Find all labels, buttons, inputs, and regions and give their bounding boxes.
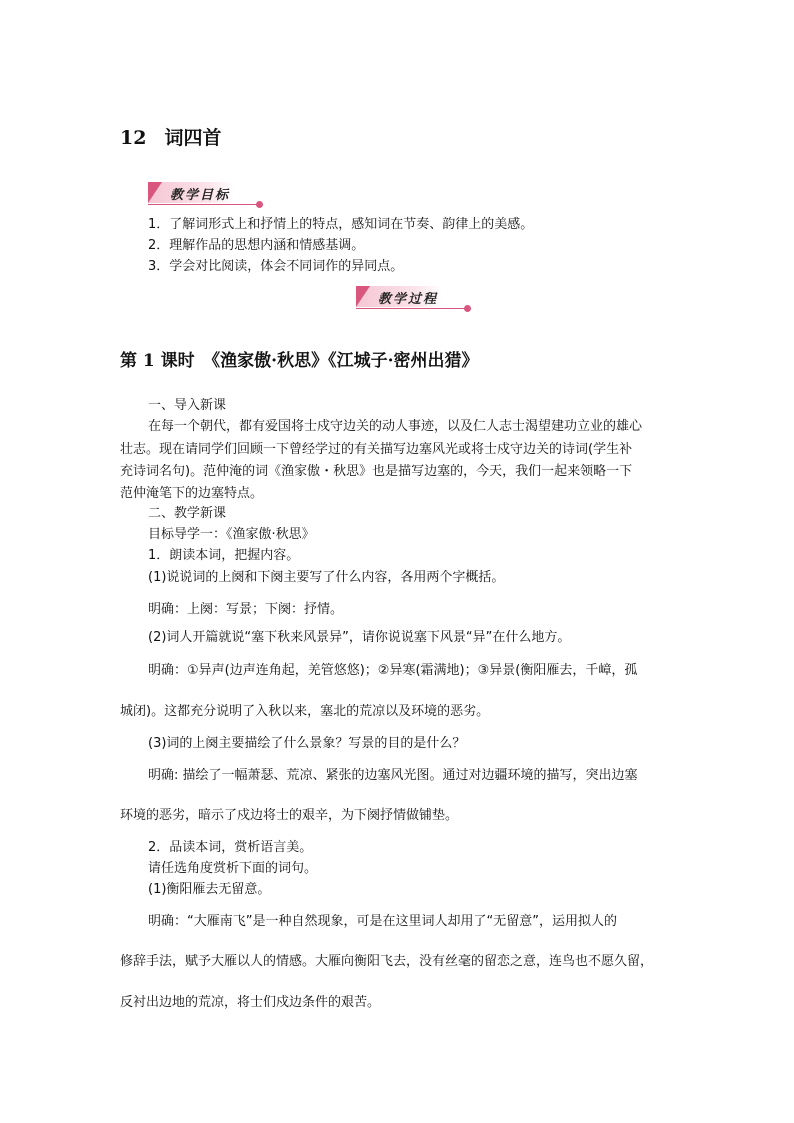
lesson-name: 词四首 [164,127,222,149]
objective-item: 2．理解作品的思想内涵和情感基调。 [148,238,365,253]
body-line: 充诗词名句)。范仲淹的词《渔家傲・秋思》也是描写边塞的，今天，我们一起来领略一下 [120,464,633,479]
objective-item: 3．学会对比阅读，体会不同词作的异同点。 [148,259,404,274]
question-line: (3)词的上阕主要描绘了什么景象？写景的目的是什么？ [148,736,466,751]
answer-line: 城闭)。这都充分说明了入秋以来，塞北的荒凉以及环境的恶劣。 [120,704,490,719]
lesson-number: 12 [120,127,147,149]
answer-line: 修辞手法，赋予大雁以人的情感。大雁向衡阳飞去，没有丝毫的留恋之意，连鸟也不愿久留， [120,954,654,969]
body-line: 请任选角度赏析下面的词句。 [148,861,318,876]
answer-line: 反衬出边地的荒凉，将士们戍边条件的艰苦。 [120,995,381,1010]
answer-line: 明确：“大雁南飞”是一种自然现象，可是在这里词人却用了“无留意”，运用拟人的 [148,914,617,929]
body-line: 2．品读本词，赏析语言美。 [148,840,313,855]
subsection-heading: 目标导学一：《渔家傲·秋思》 [148,527,315,542]
question-line: (1)说说词的上阕和下阕主要写了什么内容，各用两个字概括。 [148,570,505,585]
period-title: 第 1 课时 《渔家傲·秋思》《江城子·密州出猎》 [120,351,479,371]
lesson-title [120,123,221,150]
objective-item: 1．了解词形式上和抒情上的特点，感知词在节奏、韵律上的美感。 [148,217,534,232]
objectives-banner-label: 教学目标 [170,188,231,203]
answer-line: 环境的恶劣，暗示了戍边将士的艰辛，为下阕抒情做铺垫。 [120,808,459,823]
body-line: 1．朗读本词，把握内容。 [148,548,300,563]
objectives-banner [148,182,266,206]
answer-line: 明确: 描绘了一幅萧瑟、荒凉、紧张的边塞风光图。通过对边疆环境的描写，突出边塞 [148,768,638,783]
body-line: 范仲淹笔下的边塞特点。 [120,486,264,501]
body-line: 在每一个朝代，都有爱国将士戍守边关的动人事迹，以及仁人志士渴望建功立业的雄心 [148,419,643,434]
process-banner-label: 教学过程 [378,292,439,307]
section-heading: 二、教学新课 [148,506,227,521]
answer-line: 明确：①异声(边声连角起，羌管悠悠)；②异寒(霜满地)；③异景(衡阳雁去，千嶂，孤 [148,663,638,678]
process-banner [356,286,474,310]
body-line: 壮志。现在请同学们回顾一下曾经学过的有关描写边塞风光或将士戍守边关的诗词(学生补 [120,442,633,457]
question-line: (1)衡阳雁去无留意。 [148,882,271,897]
answer-line: 明确：上阕：写景；下阕：抒情。 [148,602,344,617]
section-heading: 一、导入新课 [148,398,227,413]
question-line: (2)词人开篇就说“塞下秋来风景异”，请你说说塞下风景“异”在什么地方。 [148,630,571,645]
